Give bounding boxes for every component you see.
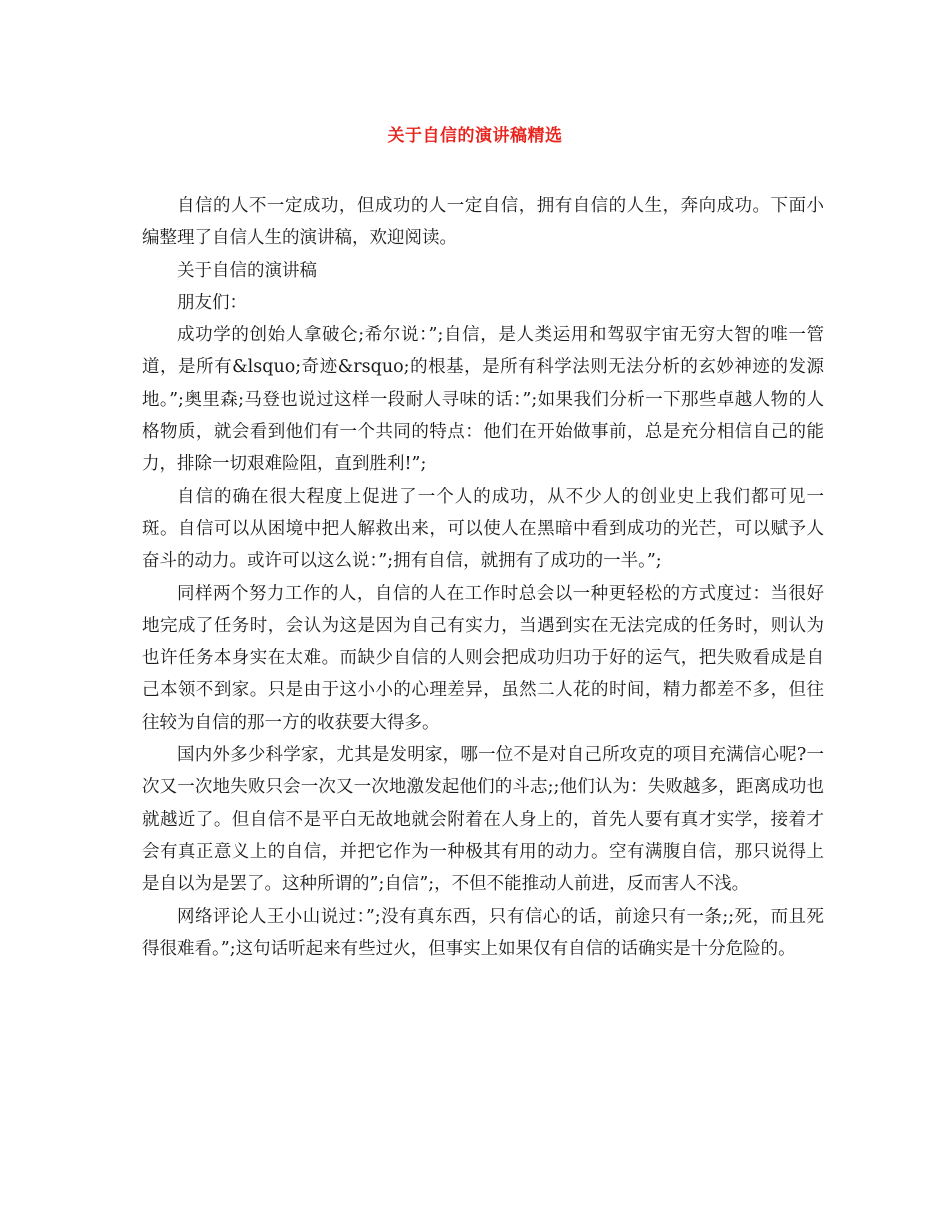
document-title: 关于自信的演讲稿精选 (387, 126, 563, 146)
paragraph-scientists: 国内外多少科学家，尤其是发明家，哪一位不是对自己所攻克的项目充满信心呢?一次又一次地失败只会一次又一次地激发起他们的斗志;;他们认为：失败越多，距离成功也就越近了。但自信不是平白无故地就会附着在人身上的，首先人要有真才实学，接着才会有真正意义上的自信，并把它作为一种极其有用的动力。空有满腹自信，那只说得上是自以为是罢了。这种所谓的”;自信”;，不但不能推动人前进，反而害人不浅。 (142, 745, 824, 895)
paragraph-wang-xiaoshan: 网络评论人王小山说过：”;没有真东西，只有信心的话，前途只有一条;;死，而且死得很难看。”;这句话听起来有些过火，但事实上如果仅有自信的话确实是十分危险的。 (142, 906, 824, 959)
paragraph-subtitle: 关于自信的演讲稿 (177, 260, 317, 281)
paragraph-intro: 自信的人不一定成功，但成功的人一定自信，拥有自信的人生，奔向成功。下面小编整理了自信人生的演讲稿，欢迎阅读。 (142, 196, 824, 249)
paragraph-salutation: 朋友们： (177, 292, 247, 313)
paragraph-hill-quote: 成功学的创始人拿破仑;希尔说：”;自信，是人类运用和驾驭宇宙无穷大智的唯一管道，是所有&lsquo;奇迹&rsquo;的根基，是所有科学法则无法分析的玄妙神迹的发源地。”;奥里森;马登也说过这样一段耐人寻味的话：”;如果我们分析一下那些卓越人物的人格物质，就会看到他们有一个共同的特点：他们在开始做事前，总是充分相信自己的能力，排除一切艰难险阻，直到胜利!”; (142, 325, 824, 475)
paragraph-two-workers: 同样两个努力工作的人，自信的人在工作时总会以一种更轻松的方式度过：当很好地完成了任务时，会认为这是因为自己有实力，当遇到实在无法完成的任务时，则认为也许任务本身实在太难。而缺少自信的人则会把成功归功于好的运气，把失败看成是自己本领不到家。只是由于这小小的心理差异，虽然二人花的时间，精力都差不多，但往往较为自信的那一方的收获要大得多。 (142, 583, 824, 733)
document-body (142, 190, 824, 965)
paragraph-confidence-success: 自信的确在很大程度上促进了一个人的成功，从不少人的创业史上我们都可见一斑。自信可以从困境中把人解救出来，可以使人在黑暗中看到成功的光芒，可以赋予人奋斗的动力。或许可以这么说：”;拥有自信，就拥有了成功的一半。”; (142, 486, 824, 572)
